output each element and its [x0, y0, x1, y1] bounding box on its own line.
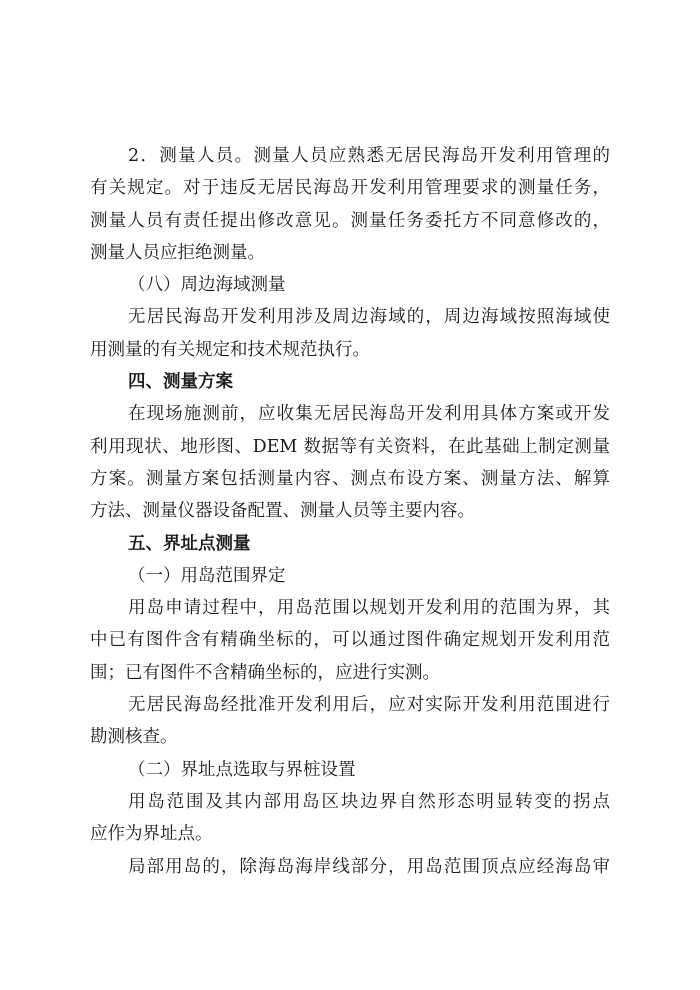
- paragraph-line: 无居民海岛经批准开发利用后，应对实际开发利用范围进行: [128, 695, 610, 716]
- paragraph-line: 用岛申请过程中，用岛范围以规划开发利用的范围为界，其: [128, 598, 610, 619]
- paragraph-line: 方法、测量仪器设备配置、测量人员等主要内容。: [90, 501, 475, 522]
- paragraph-line: 方案。测量方案包括测量内容、测点布设方案、测量方法、解算: [90, 468, 610, 489]
- section-heading: 五、界址点测量: [128, 533, 251, 554]
- paragraph-line: 用测量的有关规定和技术规范执行。: [90, 339, 370, 360]
- paragraph-line: 局部用岛的，除海岛海岸线部分，用岛范围顶点应经海岛审: [128, 856, 610, 877]
- paragraph-line: 利用现状、地形图、DEM 数据等有关资料，在此基础上制定测量: [90, 436, 610, 457]
- section-subheading: （二）界址点选取与界桩设置: [128, 759, 356, 780]
- section-heading: 四、测量方案: [128, 372, 233, 393]
- paragraph-line: 中已有图件含有精确坐标的，可以通过图件确定规划开发利用范: [90, 630, 610, 651]
- paragraph-line: 2．测量人员。测量人员应熟悉无居民海岛开发利用管理的: [128, 146, 610, 166]
- paragraph-line: 应作为界址点。: [90, 824, 213, 845]
- paragraph-line: 用岛范围及其内部用岛区块边界自然形态明显转变的拐点: [128, 791, 610, 812]
- paragraph-line: 测量人员应拒绝测量。: [90, 242, 265, 263]
- section-subheading: （一）用岛范围界定: [128, 565, 286, 586]
- paragraph-line: 勘测核查。: [90, 727, 178, 748]
- paragraph-line: 有关规定。对于违反无居民海岛开发利用管理要求的测量任务，: [90, 178, 610, 199]
- document-body: [90, 140, 610, 883]
- paragraph-line: 围；已有图件不含精确坐标的，应进行实测。: [90, 662, 440, 683]
- paragraph-line: 测量人员有责任提出修改意见。测量任务委托方不同意修改的，: [90, 210, 610, 231]
- section-subheading: （八）周边海域测量: [128, 275, 286, 296]
- paragraph-line: 在现场施测前，应收集无居民海岛开发利用具体方案或开发: [128, 404, 610, 425]
- paragraph-line: 无居民海岛开发利用涉及周边海域的，周边海域按照海域使: [128, 307, 610, 328]
